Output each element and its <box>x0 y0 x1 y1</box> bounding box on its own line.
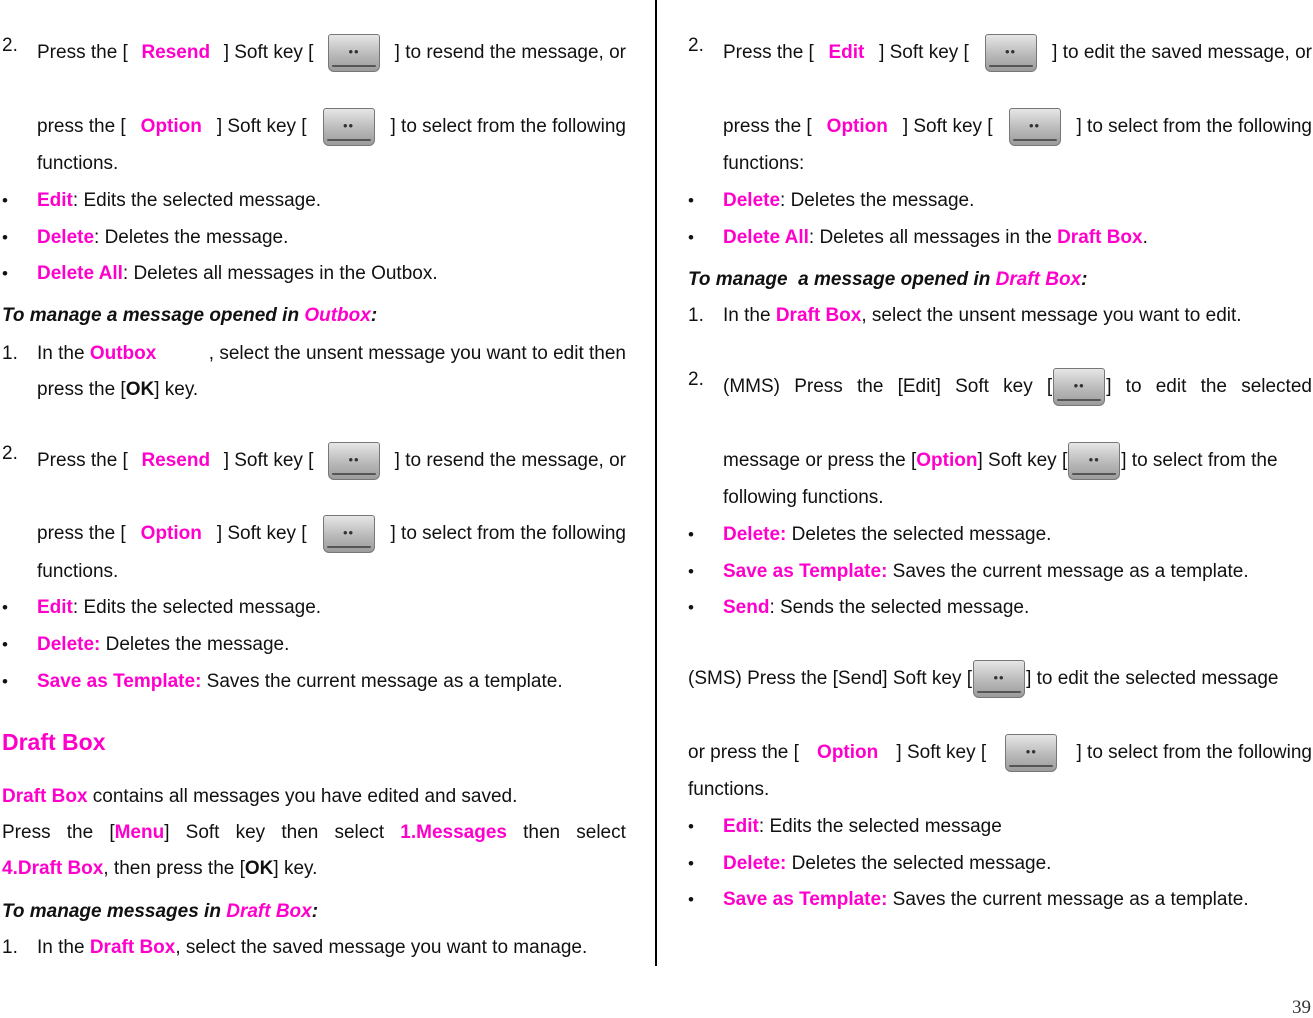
numbered-step: 1. In the Outbox , select the unsent message you want to edit then <box>2 343 626 364</box>
bullet-item: • Delete: Deletes the message. <box>2 634 290 655</box>
bullet-icon: • <box>2 598 8 617</box>
bullet-icon: • <box>688 817 694 836</box>
numbered-step: 2. Press the [ Edit ] Soft key [ •• ] to edit the saved message, or <box>688 34 1312 72</box>
section-title: Draft Box <box>2 729 106 755</box>
bullet-item: • Edit: Edits the selected message. <box>2 190 322 211</box>
paragraph: (SMS) Press the [Send] Soft key [•• ] to edit the selected message <box>688 660 1312 698</box>
bullet-item: • Delete: Deletes the selected message. <box>688 853 1052 874</box>
soft-key-icon <box>985 34 1037 72</box>
bullet-item: • Edit: Edits the selected message. <box>2 597 322 618</box>
numbered-step: 2. (MMS) Press the [Edit] Soft key [•• ] to edit the selected <box>688 368 1312 406</box>
bullet-item: • Delete: Deletes the message. <box>2 227 289 248</box>
column-divider <box>655 0 657 966</box>
subheading: To manage messages in Draft Box: <box>2 901 319 922</box>
bullet-item: • Send: Sends the selected message. <box>688 597 1030 618</box>
bullet-item: • Save as Template: Saves the current message as a template. <box>688 889 1249 910</box>
numbered-step: 1. In the Draft Box, select the unsent message you want to edit. <box>688 305 1242 326</box>
soft-key-icon <box>1009 108 1061 146</box>
bullet-icon: • <box>688 228 694 247</box>
page-number: 39 <box>1292 997 1311 1018</box>
bullet-icon: • <box>2 635 8 654</box>
soft-key-icon <box>1068 442 1120 480</box>
soft-key-icon <box>328 34 380 72</box>
bullet-item: • Save as Template: Saves the current message as a template. <box>688 561 1249 582</box>
bullet-icon: • <box>688 525 694 544</box>
numbered-step: 1. In the Draft Box, select the saved message you want to manage. <box>2 937 588 958</box>
soft-key-icon <box>1005 734 1057 772</box>
numbered-step: 2. Press the [ Resend ] Soft key [ •• ] to resend the message, or <box>2 34 626 72</box>
bullet-icon: • <box>688 562 694 581</box>
numbered-step: 2. Press the [ Resend ] Soft key [ •• ] to resend the message, or <box>2 442 626 480</box>
bullet-item: • Delete: Deletes the message. <box>688 190 975 211</box>
bullet-icon: • <box>688 191 694 210</box>
subheading: To manage a message opened in Draft Box: <box>688 269 1088 290</box>
bullet-icon: • <box>688 890 694 909</box>
bullet-icon: • <box>2 264 8 283</box>
bullet-item: • Delete All: Deletes all messages in the Draft Box. <box>688 227 1148 248</box>
subheading: To manage a message opened in Outbox: <box>2 305 378 326</box>
bullet-icon: • <box>688 854 694 873</box>
soft-key-icon <box>1053 368 1105 406</box>
soft-key-icon <box>323 108 375 146</box>
bullet-item: • Save as Template: Saves the current message as a template. <box>2 671 563 692</box>
bullet-icon: • <box>2 228 8 247</box>
soft-key-icon <box>973 660 1025 698</box>
paragraph: Draft Box contains all messages you have edited and saved. <box>2 786 518 807</box>
bullet-item: • Edit: Edits the selected message <box>688 816 1002 837</box>
paragraph: Press the [Menu] Soft key then select 1.Messages then select <box>2 822 626 843</box>
bullet-icon: • <box>688 598 694 617</box>
soft-key-icon <box>323 515 375 553</box>
bullet-item: • Delete All: Deletes all messages in the Outbox. <box>2 263 438 284</box>
bullet-icon: • <box>2 672 8 691</box>
soft-key-icon <box>328 442 380 480</box>
bullet-icon: • <box>2 191 8 210</box>
bullet-item: • Delete: Deletes the selected message. <box>688 524 1052 545</box>
